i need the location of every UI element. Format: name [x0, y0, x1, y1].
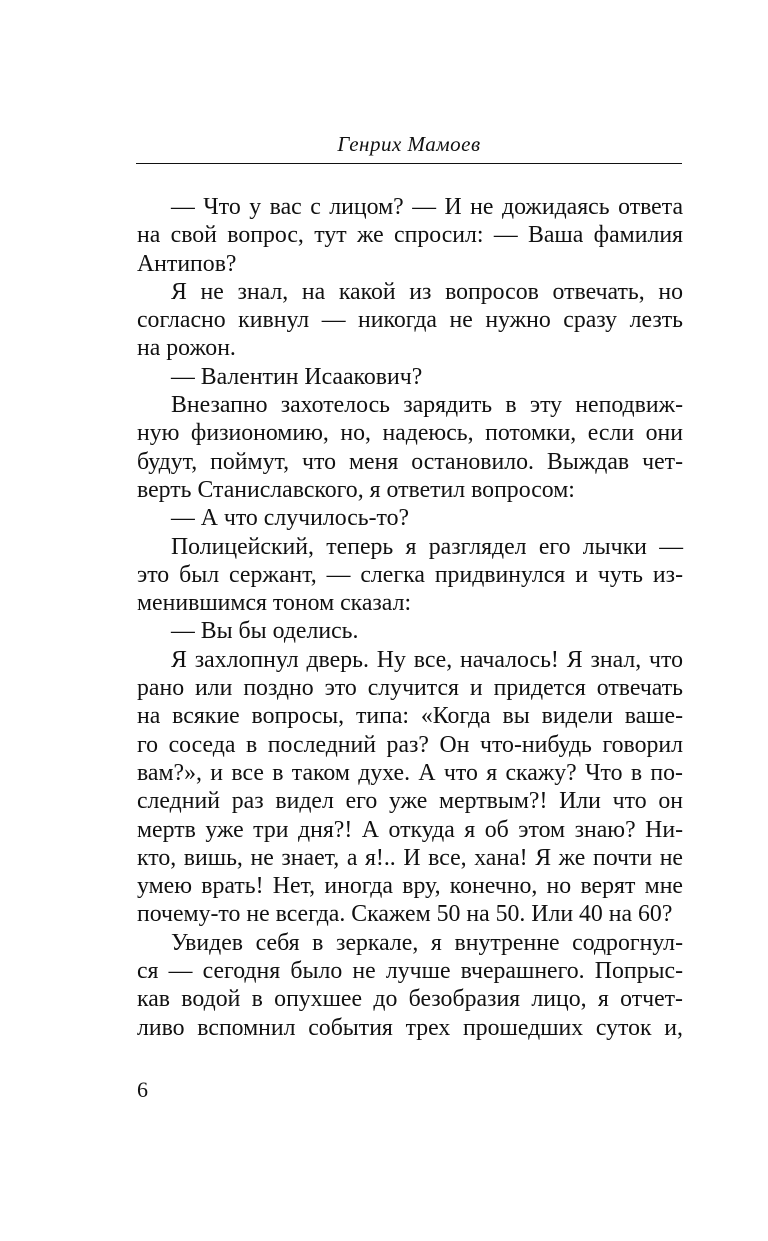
text-line: согласно кивнул — никогда не нужно сразу лезть: [137, 307, 683, 334]
running-title: Генрих Мамоев: [337, 132, 481, 156]
text-line: на всякие вопросы, типа: «Когда вы видели ваше-: [137, 703, 683, 730]
text-line: на свой вопрос, тут же спросил: — Ваша фамилия: [137, 222, 683, 249]
text-line: — А что случилось-то?: [171, 505, 410, 532]
text-line: кто, вишь, не знает, а я!.. И все, хана! Я же почти не: [137, 844, 683, 871]
text-line: Я захлопнул дверь. Ну все, началось! Я знал, что: [171, 646, 683, 673]
text-line: — Что у вас с лицом? — И не дожидаясь ответа: [171, 194, 683, 220]
page-number: 6: [137, 1077, 148, 1102]
text-line: — Вы бы оделись.: [171, 618, 359, 645]
text-line: го соседа в последний раз? Он что-нибудь говорил: [137, 731, 683, 758]
text-line: следний раз видел его уже мертвым?! Или что он: [137, 788, 683, 815]
text-line: Я не знал, на какой из вопросов отвечать, но: [171, 278, 683, 305]
text-line: Увидев себя в зеркале, я внутренне содрогнул-: [171, 929, 683, 956]
text-line: на рожон.: [137, 335, 236, 362]
text-line: кав водой в опухшее до безобразия лицо, я отчет-: [137, 986, 683, 1013]
text-line: вам?», и все в таком духе. А что я скажу? Что в по-: [137, 759, 683, 786]
body-text: [137, 193, 683, 1042]
text-line: Полицейский, теперь я разглядел его лычки —: [171, 533, 683, 560]
text-line: мертв уже три дня?! А откуда я об этом знаю? Ни-: [137, 816, 683, 843]
text-line: ную физиономию, но, надеюсь, потомки, если они: [137, 420, 683, 447]
text-line: это был сержант, — слегка придвинулся и чуть из-: [137, 561, 683, 588]
text-line: рано или поздно это случится и придется отвечать: [137, 675, 683, 702]
text-line: — Валентин Исаакович?: [171, 363, 423, 390]
text-line: верть Станиславского, я ответил вопросом:: [137, 476, 575, 503]
text-line: ся — сегодня было не лучше вчерашнего. Попрыс-: [137, 958, 683, 985]
text-line: умею врать! Нет, иногда вру, конечно, но верят мне: [137, 873, 683, 900]
text-line: менившимся тоном сказал:: [137, 590, 412, 617]
text-line: ливо вспомнил события трех прошедших суток и,: [137, 1014, 683, 1041]
text-line: Антипов?: [137, 250, 237, 277]
text-line: будут, поймут, что меня остановило. Выждав чет-: [137, 448, 683, 475]
text-line: Внезапно захотелось зарядить в эту неподвиж-: [171, 392, 683, 419]
text-line: почему-то не всегда. Скажем 50 на 50. Или 40 на 60?: [137, 901, 673, 928]
header-rule: [136, 163, 682, 164]
